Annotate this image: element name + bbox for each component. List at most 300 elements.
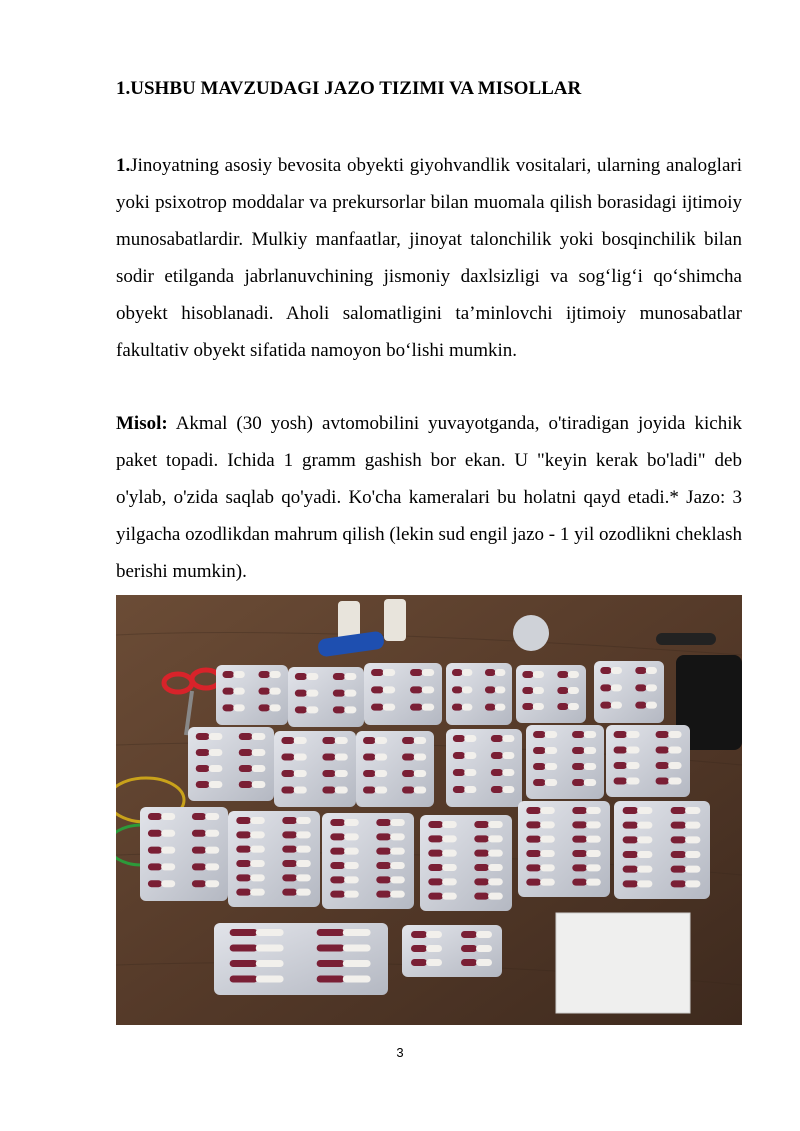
capsule-icon (637, 880, 652, 887)
capsule-icon (491, 752, 503, 759)
capsules-photo-illustration (116, 595, 742, 1025)
capsule-icon (233, 671, 245, 678)
capsule-icon (205, 863, 219, 870)
capsule-icon (488, 878, 503, 885)
capsule-icon (414, 754, 426, 761)
capsule-icon (623, 836, 638, 843)
capsule-icon (161, 880, 175, 887)
capsule-icon (626, 762, 639, 769)
capsule-icon (671, 807, 686, 814)
capsule-icon (623, 807, 638, 814)
capsule-icon (148, 880, 162, 887)
capsule-icon (568, 703, 579, 710)
capsule-icon (330, 876, 345, 883)
capsule-icon (635, 667, 646, 674)
capsule-icon (344, 862, 359, 869)
capsule-icon (533, 703, 544, 710)
capsule-icon (533, 731, 545, 738)
capsule-icon (572, 763, 584, 770)
capsule-icon (474, 821, 489, 828)
bottle-icon (384, 599, 406, 641)
capsule-icon (414, 737, 426, 744)
capsule-icon (464, 735, 476, 742)
capsule-icon (335, 787, 348, 794)
capsule-icon (488, 835, 503, 842)
paragraph-number: 1. (116, 155, 131, 176)
capsule-icon (584, 779, 596, 786)
capsule-icon (294, 754, 307, 761)
capsule-icon (230, 976, 258, 983)
capsule-icon (239, 781, 253, 788)
capsule-icon (344, 848, 359, 855)
capsule-icon (192, 863, 206, 870)
capsule-icon (330, 833, 345, 840)
section-heading: 1.USHBU MAVZUDAGI JAZO TIZIMI VA MISOLLAR (116, 78, 582, 99)
capsule-icon (637, 851, 652, 858)
capsule-icon (330, 819, 345, 826)
capsule-icon (230, 960, 258, 967)
capsule-icon (614, 731, 627, 738)
capsule-icon (343, 976, 371, 983)
key-icon (656, 633, 716, 645)
capsule-icon (256, 976, 284, 983)
capsule-icon (545, 763, 557, 770)
capsule-icon (668, 747, 681, 754)
capsule-icon (252, 781, 266, 788)
capsule-icon (390, 862, 405, 869)
capsule-icon (282, 889, 297, 896)
capsule-icon (635, 684, 646, 691)
capsule-icon (488, 864, 503, 871)
capsule-icon (671, 822, 686, 829)
capsule-icon (250, 817, 265, 824)
capsule-icon (572, 836, 587, 843)
capsule-icon (333, 690, 345, 697)
capsule-icon (402, 787, 414, 794)
capsule-icon (410, 669, 422, 676)
capsule-icon (586, 821, 601, 828)
capsule-icon (462, 669, 473, 676)
capsule-icon (462, 704, 473, 711)
capsule-icon (294, 787, 307, 794)
capsule-icon (230, 929, 258, 936)
capsule-icon (671, 851, 686, 858)
capsule-icon (411, 945, 427, 952)
capsule-icon (453, 752, 465, 759)
capsule-icon (474, 835, 489, 842)
capsule-icon (236, 846, 251, 853)
capsule-icon (282, 860, 297, 867)
capsule-icon (442, 893, 457, 900)
capsule-icon (239, 765, 253, 772)
capsule-icon (363, 770, 375, 777)
capsule-icon (614, 747, 627, 754)
capsule-icon (623, 880, 638, 887)
capsule-icon (239, 733, 253, 740)
capsule-icon (646, 702, 657, 709)
capsule-icon (453, 769, 465, 776)
capsule-icon (196, 781, 210, 788)
page-number: 3 (396, 1045, 404, 1060)
capsule-icon (522, 687, 533, 694)
capsule-icon (192, 847, 206, 854)
capsule-icon (540, 821, 555, 828)
capsule-icon (209, 749, 223, 756)
capsule-icon (614, 778, 627, 785)
capsule-icon (611, 667, 622, 674)
capsule-icon (476, 945, 492, 952)
capsule-icon (685, 822, 700, 829)
capsule-icon (671, 866, 686, 873)
capsule-icon (522, 671, 533, 678)
capsule-icon (422, 669, 434, 676)
white-box (556, 913, 690, 1013)
capsule-icon (252, 749, 266, 756)
capsule-icon (668, 762, 681, 769)
capsule-icon (390, 876, 405, 883)
capsule-icon (656, 731, 669, 738)
capsule-icon (209, 781, 223, 788)
capsule-icon (375, 754, 387, 761)
capsule-icon (586, 807, 601, 814)
capsule-icon (474, 850, 489, 857)
capsule-icon (282, 831, 297, 838)
capsule-icon (402, 770, 414, 777)
capsule-icon (222, 688, 234, 695)
capsule-icon (584, 763, 596, 770)
capsule-icon (233, 704, 245, 711)
capsule-icon (295, 673, 307, 680)
capsule-icon (256, 945, 284, 952)
capsule-icon (533, 763, 545, 770)
capsule-icon (258, 688, 270, 695)
capsule-icon (236, 817, 251, 824)
capsule-icon (557, 703, 568, 710)
capsule-icon (671, 836, 686, 843)
capsule-icon (375, 787, 387, 794)
capsule-icon (626, 778, 639, 785)
capsule-icon (474, 893, 489, 900)
capsule-icon (306, 673, 318, 680)
capsule-icon (322, 770, 335, 777)
capsule-icon (250, 874, 265, 881)
capsule-icon (306, 690, 318, 697)
capsule-icon (572, 821, 587, 828)
capsule-icon (668, 778, 681, 785)
capsule-icon (635, 702, 646, 709)
capsule-icon (317, 945, 345, 952)
capsule-icon (322, 787, 335, 794)
capsule-icon (296, 874, 311, 881)
capsule-icon (557, 671, 568, 678)
capsule-icon (452, 669, 463, 676)
capsule-icon (488, 821, 503, 828)
capsule-icon (461, 945, 477, 952)
capsule-icon (572, 731, 584, 738)
capsule-icon (685, 880, 700, 887)
capsule-icon (402, 754, 414, 761)
capsule-icon (281, 770, 294, 777)
capsule-icon (656, 762, 669, 769)
capsule-icon (333, 673, 345, 680)
capsule-icon (428, 821, 443, 828)
capsule-icon (161, 813, 175, 820)
capsule-icon (428, 835, 443, 842)
capsule-icon (464, 752, 476, 759)
capsule-icon (411, 959, 427, 966)
capsule-icon (495, 669, 506, 676)
capsule-icon (502, 752, 514, 759)
capsule-icon (426, 959, 442, 966)
capsule-icon (476, 931, 492, 938)
capsule-icon (161, 847, 175, 854)
capsule-icon (533, 687, 544, 694)
capsule-icon (611, 684, 622, 691)
capsule-icon (453, 786, 465, 793)
capsule-icon (426, 931, 442, 938)
capsule-icon (222, 704, 234, 711)
paragraph-object-of-crime (116, 147, 742, 369)
capsule-icon (258, 704, 270, 711)
capsule-icon (502, 786, 514, 793)
capsule-icon (526, 864, 541, 871)
capsule-icon (205, 830, 219, 837)
capsule-icon (600, 702, 611, 709)
capsule-icon (250, 846, 265, 853)
capsule-icon (533, 671, 544, 678)
capsule-icon (464, 769, 476, 776)
capsule-icon (196, 749, 210, 756)
capsule-icon (464, 786, 476, 793)
capsule-icon (545, 747, 557, 754)
capsule-icon (205, 813, 219, 820)
capsule-icon (376, 833, 391, 840)
capsule-icon (192, 813, 206, 820)
capsule-icon (376, 819, 391, 826)
capsule-icon (269, 671, 281, 678)
capsule-icon (410, 704, 422, 711)
capsule-icon (540, 836, 555, 843)
capsule-icon (161, 863, 175, 870)
capsule-icon (230, 945, 258, 952)
capsule-icon (600, 667, 611, 674)
capsule-icon (317, 976, 345, 983)
capsule-icon (476, 959, 492, 966)
capsule-icon (545, 731, 557, 738)
capsule-icon (502, 735, 514, 742)
capsule-icon (333, 706, 345, 713)
capsule-icon (281, 787, 294, 794)
capsule-icon (428, 850, 443, 857)
capsule-icon (461, 959, 477, 966)
capsule-icon (474, 878, 489, 885)
capsule-icon (485, 686, 496, 693)
capsule-icon (281, 737, 294, 744)
capsule-icon (148, 813, 162, 820)
capsule-icon (572, 850, 587, 857)
capsule-icon (269, 704, 281, 711)
capsule-icon (685, 851, 700, 858)
capsule-icon (363, 737, 375, 744)
capsule-icon (623, 866, 638, 873)
capsule-icon (344, 876, 359, 883)
example-label: Misol: (116, 413, 168, 434)
capsule-icon (250, 831, 265, 838)
capsule-icon (343, 960, 371, 967)
capsule-icon (258, 671, 270, 678)
capsule-icon (192, 880, 206, 887)
capsule-icon (485, 669, 496, 676)
capsule-icon (330, 862, 345, 869)
capsule-icon (383, 686, 395, 693)
capsule-icon (568, 687, 579, 694)
capsule-icon (568, 671, 579, 678)
capsule-icon (371, 686, 383, 693)
capsule-icon (317, 960, 345, 967)
capsule-icon (269, 688, 281, 695)
capsule-icon (685, 836, 700, 843)
capsule-icon (646, 684, 657, 691)
capsule-icon (586, 850, 601, 857)
capsule-icon (491, 769, 503, 776)
capsule-icon (148, 830, 162, 837)
capsule-icon (586, 864, 601, 871)
capsule-icon (526, 879, 541, 886)
capsule-icon (428, 878, 443, 885)
capsule-icon (428, 893, 443, 900)
capsule-icon (371, 704, 383, 711)
capsules-photo (116, 595, 742, 1025)
capsule-icon (526, 821, 541, 828)
capsule-icon (557, 687, 568, 694)
capsule-icon (296, 817, 311, 824)
capsule-icon (488, 850, 503, 857)
capsule-icon (344, 819, 359, 826)
capsule-icon (545, 779, 557, 786)
capsule-icon (611, 702, 622, 709)
capsule-icon (572, 879, 587, 886)
capsule-icon (296, 846, 311, 853)
capsule-icon (422, 704, 434, 711)
capsule-icon (600, 684, 611, 691)
capsule-icon (335, 754, 348, 761)
capsule-icon (442, 864, 457, 871)
capsule-icon (586, 879, 601, 886)
capsule-icon (335, 770, 348, 777)
capsule-icon (236, 874, 251, 881)
capsule-icon (495, 686, 506, 693)
capsule-icon (375, 737, 387, 744)
capsule-icon (540, 879, 555, 886)
capsule-icon (239, 749, 253, 756)
capsule-icon (344, 690, 356, 697)
capsule-icon (295, 690, 307, 697)
capsule-icon (236, 831, 251, 838)
capsule-icon (584, 731, 596, 738)
capsule-icon (236, 889, 251, 896)
capsule-icon (196, 765, 210, 772)
capsule-icon (205, 880, 219, 887)
capsule-icon (411, 931, 427, 938)
capsule-icon (148, 847, 162, 854)
example-text: Akmal (30 yosh) avtomobilini yuvayotganda, o'tiradigan joyida kichik paket topadi. Ichida 1 gramm gashish bor ekan. U "keyin kerak bo'ladi" deb o'ylab, o'zida saqlab qo'yadi. Ko'cha kameralari bu holatni qayd etadi.* Jazo: 3 yilgacha ozodlikdan mahrum qilish (lekin sud engil jazo - 1 yil ozodlikni cheklash berishi mumkin). (116, 413, 742, 582)
capsule-icon (282, 874, 297, 881)
capsule-icon (442, 878, 457, 885)
capsule-icon (614, 762, 627, 769)
capsule-icon (646, 667, 657, 674)
capsule-icon (442, 821, 457, 828)
capsule-icon (452, 704, 463, 711)
capsule-icon (390, 819, 405, 826)
capsule-icon (250, 889, 265, 896)
capsule-icon (236, 860, 251, 867)
capsule-icon (442, 850, 457, 857)
capsule-icon (462, 686, 473, 693)
capsule-icon (572, 864, 587, 871)
capsule-icon (376, 848, 391, 855)
capsule-icon (623, 822, 638, 829)
capsule-icon (250, 860, 265, 867)
capsule-icon (344, 706, 356, 713)
capsule-icon (410, 686, 422, 693)
capsule-icon (343, 945, 371, 952)
capsule-icon (626, 731, 639, 738)
capsule-icon (383, 669, 395, 676)
capsule-icon (252, 733, 266, 740)
capsule-icon (344, 833, 359, 840)
capsule-icon (495, 704, 506, 711)
capsule-icon (371, 669, 383, 676)
capsule-icon (256, 960, 284, 967)
capsule-icon (233, 688, 245, 695)
capsule-icon (572, 747, 584, 754)
foil-icon (513, 615, 549, 651)
capsule-icon (626, 747, 639, 754)
capsule-icon (402, 737, 414, 744)
capsule-icon (671, 880, 686, 887)
capsule-icon (343, 929, 371, 936)
capsule-icon (390, 848, 405, 855)
capsule-icon (540, 864, 555, 871)
capsule-icon (296, 889, 311, 896)
capsule-icon (322, 754, 335, 761)
capsule-icon (344, 673, 356, 680)
capsule-icon (526, 836, 541, 843)
capsule-icon (637, 866, 652, 873)
capsule-icon (685, 866, 700, 873)
capsule-icon (442, 835, 457, 842)
capsule-icon (491, 735, 503, 742)
capsule-icon (426, 945, 442, 952)
capsule-icon (533, 779, 545, 786)
capsule-icon (375, 770, 387, 777)
capsule-icon (414, 770, 426, 777)
example-paragraph (116, 405, 742, 590)
capsule-icon (148, 863, 162, 870)
capsule-icon (623, 851, 638, 858)
capsule-icon (422, 686, 434, 693)
capsule-icon (668, 731, 681, 738)
capsule-icon (376, 891, 391, 898)
capsule-icon (485, 704, 496, 711)
capsule-icon (294, 737, 307, 744)
capsule-icon (383, 704, 395, 711)
capsule-icon (637, 822, 652, 829)
capsule-icon (296, 831, 311, 838)
capsule-icon (256, 929, 284, 936)
paragraph-text: Jinoyatning asosiy bevosita obyekti giyohvandlik vositalari, ularning analoglari yoki psixotrop moddalar va prekursorlar bilan muomala qilish borasidagi ijtimoiy munosabatlardir. Mulkiy manfaatlar, jinoyat talonchilik yoki bosqinchilik bilan sodir etilganda jabrlanuvchining jismoniy daxlsizligi va sog‘lig‘i qo‘shimcha obyekt hisoblanadi. Aholi salomatligini ta’minlovchi ijtimoiy munosabatlar fakultativ obyekt sifatida namoyon bo‘lishi mumkin. (116, 155, 742, 361)
capsule-icon (295, 706, 307, 713)
